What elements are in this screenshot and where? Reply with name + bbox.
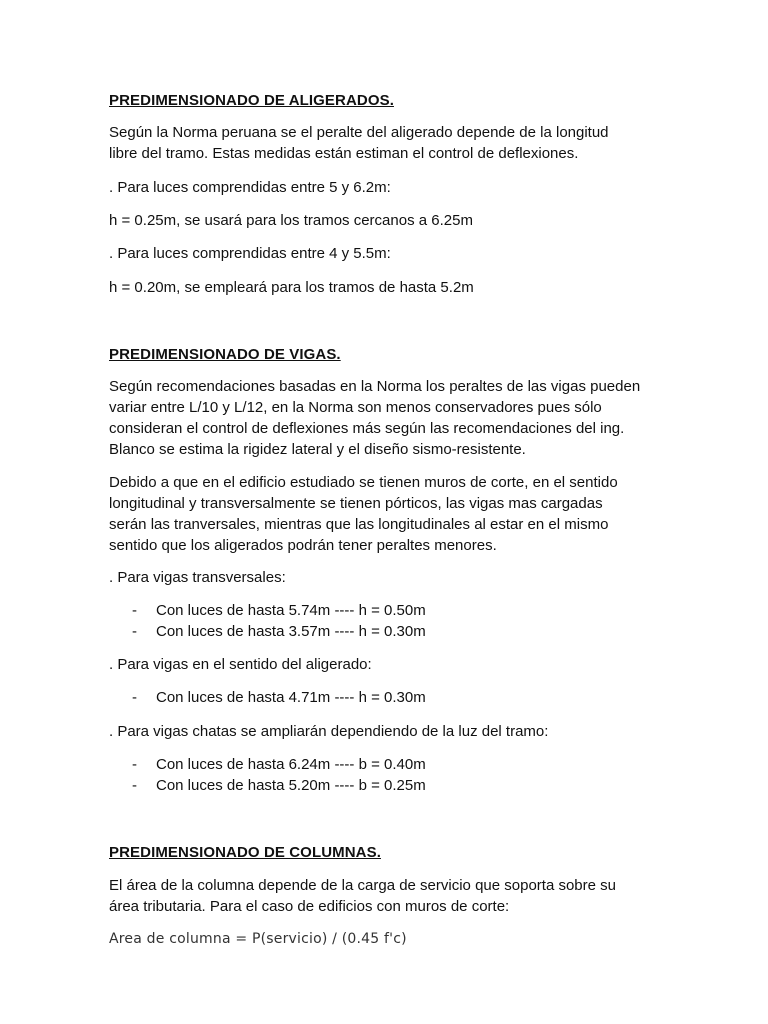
paragraph-vigas-recomendaciones <box>109 376 669 460</box>
text-line: sentido que los aligerados podrán tener peraltes menores. <box>109 537 497 554</box>
text-line: El área de la columna depende de la carga de servicio que soporta sobre su <box>109 877 616 894</box>
list-vigas-chatas <box>109 754 669 795</box>
label-vigas-chatas: . Para vigas chatas se ampliarán dependiendo de la luz del tramo: <box>109 723 549 740</box>
case-result-5-6: h = 0.25m, se usará para los tramos cercanos a 6.25m <box>109 212 473 229</box>
paragraph-vigas-muros <box>109 472 669 556</box>
formula-area-columna: Area de columna = P(servicio) / (0.45 f'c) <box>109 931 407 947</box>
case-result-4-5: h = 0.20m, se empleará para los tramos de hasta 5.2m <box>109 279 474 296</box>
section-heading-vigas: PREDIMENSIONADO DE VIGAS. <box>109 346 341 363</box>
text-line: Según la Norma peruana se el peralte del aligerado depende de la longitud <box>109 124 609 141</box>
list-vigas-aligerado <box>109 687 669 708</box>
label-vigas-aligerado: . Para vigas en el sentido del aligerado: <box>109 656 372 673</box>
list-item-text: Con luces de hasta 3.57m ---- h = 0.30m <box>156 622 426 640</box>
case-label-4-5: . Para luces comprendidas entre 4 y 5.5m: <box>109 245 391 262</box>
dash-bullet: - <box>132 622 137 640</box>
text-line: libre del tramo. Estas medidas están estiman el control de deflexiones. <box>109 145 579 162</box>
paragraph-columnas-intro <box>109 875 669 917</box>
text-line: longitudinal y transversalmente se tienen pórticos, las vigas mas cargadas <box>109 495 603 512</box>
list-item <box>109 687 669 708</box>
section-heading-columnas: PREDIMENSIONADO DE COLUMNAS. <box>109 844 381 861</box>
text-line: Blanco se estima la rigidez lateral y el diseño sismo-resistente. <box>109 441 526 458</box>
dash-bullet: - <box>132 602 137 619</box>
text-line: serán las tranversales, mientras que las longitudinales al estar en el mismo <box>109 516 609 533</box>
case-label-5-6: . Para luces comprendidas entre 5 y 6.2m: <box>109 179 391 196</box>
list-vigas-transversales <box>109 600 669 641</box>
text-line: Según recomendaciones basadas en la Norma los peraltes de las vigas pueden <box>109 378 641 395</box>
text-line: variar entre L/10 y L/12, en la Norma son menos conservadores pues sólo <box>109 399 602 416</box>
list-item <box>109 754 669 775</box>
list-item <box>109 600 669 621</box>
list-item-text: Con luces de hasta 5.20m ---- b = 0.25m <box>156 776 426 794</box>
list-item <box>109 775 669 796</box>
section-heading-aligerados: PREDIMENSIONADO DE ALIGERADOS. <box>109 92 394 109</box>
text-line: consideran el control de deflexiones más según las recomendaciones del ing. <box>109 420 625 437</box>
dash-bullet: - <box>132 689 137 706</box>
list-item-text: Con luces de hasta 6.24m ---- b = 0.40m <box>156 756 426 773</box>
list-item-text: Con luces de hasta 4.71m ---- h = 0.30m <box>156 689 426 706</box>
list-item <box>109 621 669 642</box>
label-vigas-transversales: . Para vigas transversales: <box>109 569 286 586</box>
dash-bullet: - <box>132 756 137 773</box>
text-line: área tributaria. Para el caso de edificios con muros de corte: <box>109 898 510 915</box>
paragraph-aligerados-intro <box>109 122 669 164</box>
text-line: Debido a que en el edificio estudiado se tienen muros de corte, en el sentido <box>109 474 618 491</box>
dash-bullet: - <box>132 776 137 794</box>
list-item-text: Con luces de hasta 5.74m ---- h = 0.50m <box>156 602 426 619</box>
